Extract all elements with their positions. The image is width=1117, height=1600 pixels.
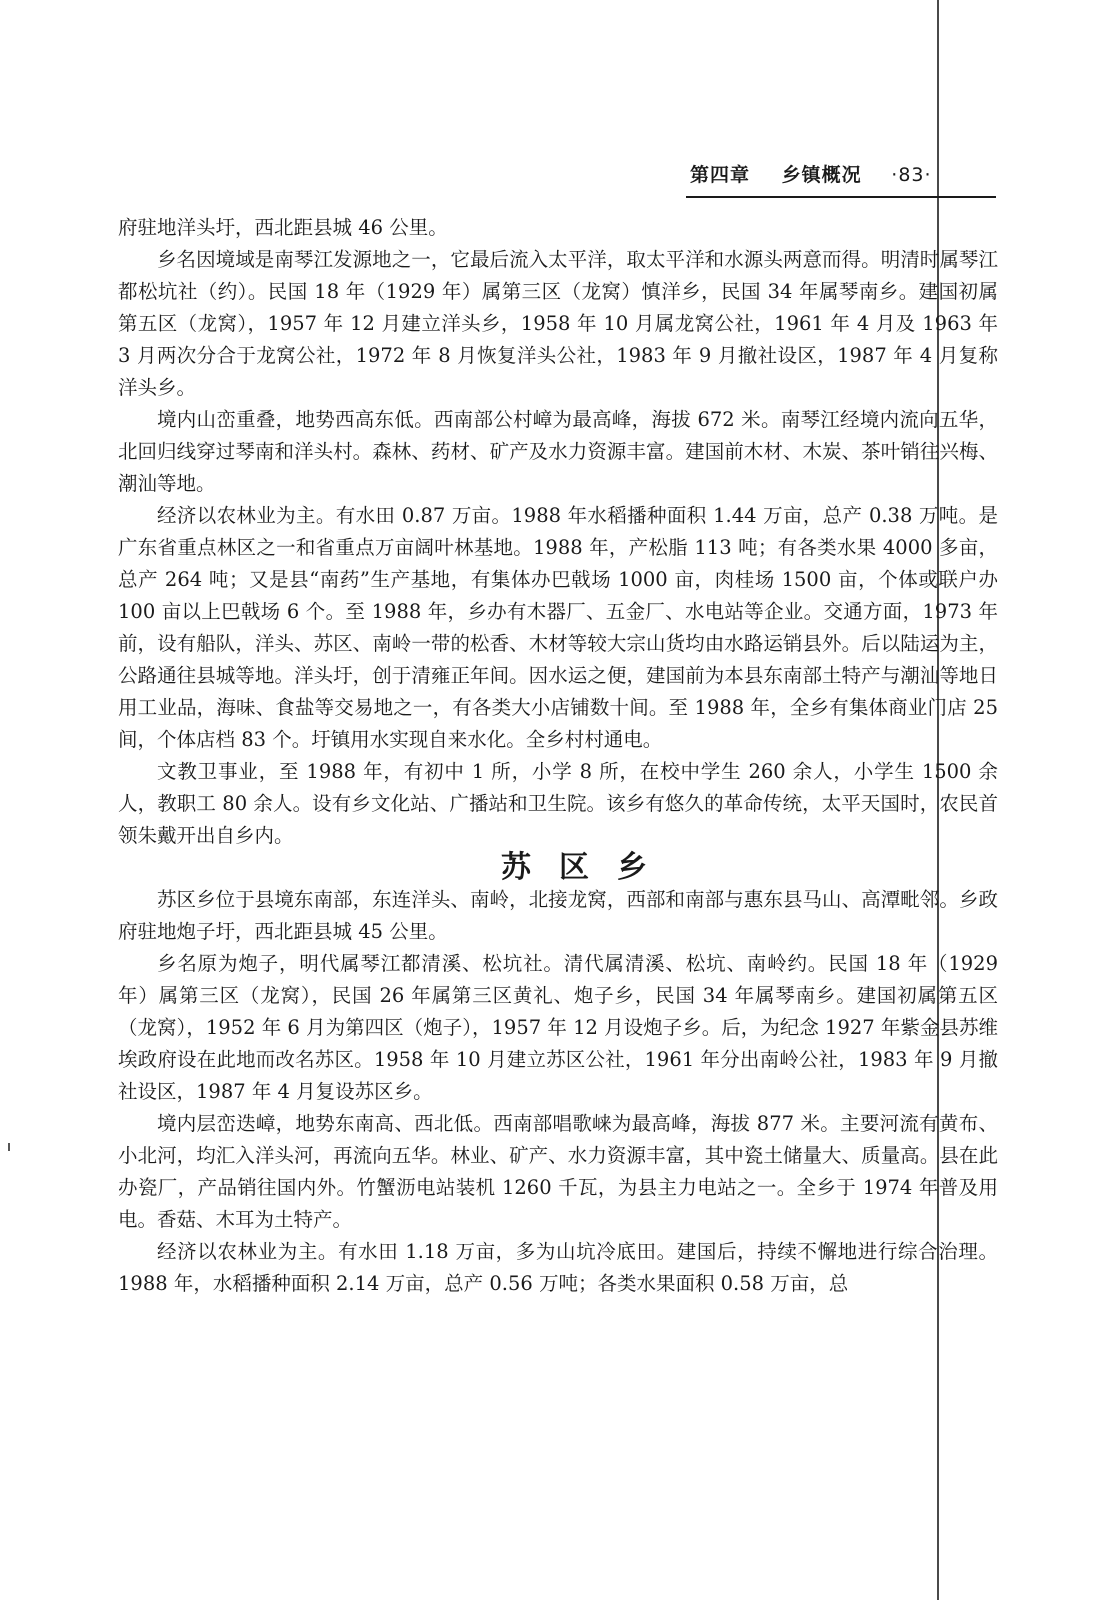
paragraph: 乡名因境域是南琴江发源地之一，它最后流入太平洋，取太平洋和水源头两意而得。明清时属琴江都松坑社（约）。民国 18 年（1929 年）属第三区（龙窝）慎洋乡，民国 34 年属琴南乡。建国初属第五区（龙窝），1957 年 12 月建立洋头乡，1958 年 10 月属龙窝公社，1961 年 4 月及 1963 年 3 月两次分合于龙窝公社，1972 年 8 月恢复洋头公社，1983 年 9 月撤社设区，1987 年 4 月复称洋头乡。	[118, 248, 998, 399]
chapter-title: 乡镇概况	[781, 164, 862, 186]
paragraph: 经济以农林业为主。有水田 1.18 万亩，多为山坑冷底田。建国后，持续不懈地进行综合治理。1988 年，水稻播种面积 2.14 万亩，总产 0.56 万吨；各类水果面积 0.58 万亩，总	[118, 1240, 998, 1295]
body-text	[118, 212, 998, 1300]
paragraph: 经济以农林业为主。有水田 0.87 万亩。1988 年水稻播种面积 1.44 万亩，总产 0.38 万吨。是广东省重点林区之一和省重点万亩阔叶林基地。1988 年，产松脂 113 吨；有各类水果 4000 多亩，总产 264 吨；又是县“南药”生产基地，有集体办巴戟场 1000 亩，肉桂场 1500 亩，个体或联户办 100 亩以上巴戟场 6 个。至 1988 年，乡办有木器厂、五金厂、水电站等企业。交通方面，1973 年前，设有船队，洋头、苏区、南岭一带的松香、木材等较大宗山货均由水路运销县外。后以陆运为主，公路通往县城等地。洋头圩，创于清雍正年间。因水运之便，建国前为本县东南部土特产与潮汕等地日用工业品，海味、食盐等交易地之一，有各类大小店铺数十间。至 1988 年，全乡有集体商业门店 25 间，个体店档 83 个。圩镇用水实现自来水化。全乡村村通电。	[118, 504, 998, 751]
page-number: ·83·	[891, 164, 932, 186]
paragraph: 乡名原为炮子，明代属琴江都清溪、松坑社。清代属清溪、松坑、南岭约。民国 18 年（1929 年）属第三区（龙窝），民国 26 年属第三区黄礼、炮子乡，民国 34 年属琴南乡。建国初属第五区（龙窝），1952 年 6 月为第四区（炮子），1957 年 12 月设炮子乡。后，为纪念 1927 年紫金县苏维埃政府设在此地而改名苏区。1958 年 10 月建立苏区公社，1961 年分出南岭公社，1983 年 9 月撤社设区，1987 年 4 月复设苏区乡。	[118, 952, 998, 1103]
paragraph: 府驻地洋头圩，西北距县城 46 公里。	[118, 216, 448, 239]
paragraph: 境内山峦重叠，地势西高东低。西南部公村嶂为最高峰，海拔 672 米。南琴江经境内流向五华，北回归线穿过琴南和洋头村。森林、药材、矿产及水力资源丰富。建国前木材、木炭、茶叶销往兴梅、潮汕等地。	[118, 408, 998, 495]
paragraph: 苏区乡位于县境东南部，东连洋头、南岭，北接龙窝，西部和南部与惠东县马山、高潭毗邻。乡政府驻地炮子圩，西北距县城 45 公里。	[118, 888, 998, 943]
header-rule	[686, 196, 996, 198]
scan-speck	[8, 1143, 10, 1151]
section-title: 苏区乡	[501, 850, 675, 885]
running-header	[690, 160, 990, 187]
paragraph: 境内层峦迭嶂，地势东南高、西北低。西南部唱歌崃为最高峰，海拔 877 米。主要河流有黄布、小北河，均汇入洋头河，再流向五华。林业、矿产、水力资源丰富，其中瓷土储量大、质量高。县在此办瓷厂，产品销往国内外。竹蟹沥电站装机 1260 千瓦，为县主力电站之一。全乡于 1974 年普及用电。香菇、木耳为土特产。	[118, 1112, 998, 1231]
paragraph: 文教卫事业，至 1988 年，有初中 1 所，小学 8 所，在校中学生 260 余人，小学生 1500 余人，教职工 80 余人。设有乡文化站、广播站和卫生院。该乡有悠久的革命传统，太平天国时，农民首领朱戴开出自乡内。	[118, 760, 998, 847]
chapter-label: 第四章	[690, 164, 751, 186]
